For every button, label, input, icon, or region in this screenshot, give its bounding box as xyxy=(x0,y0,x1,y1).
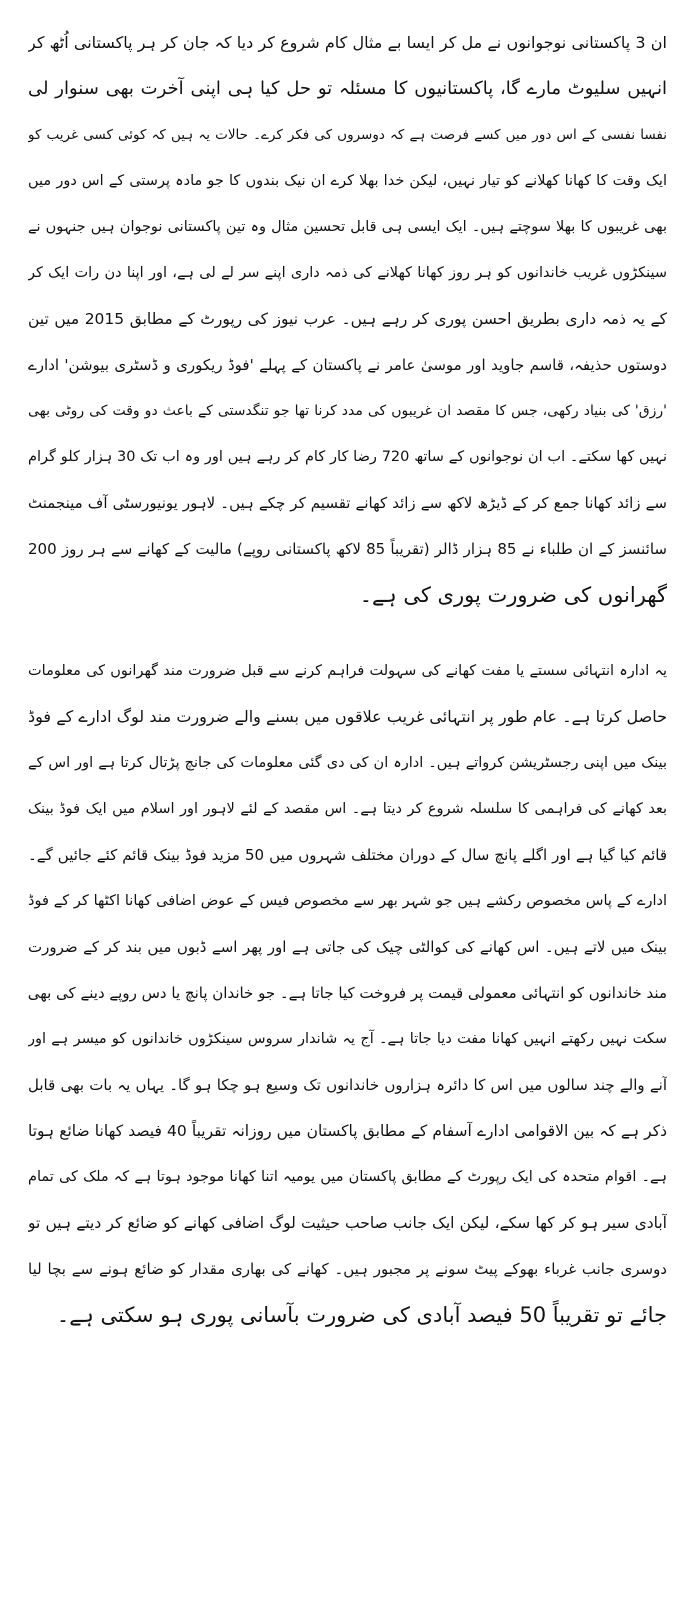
text-line: ہے۔ اقوام متحدہ کی ایک رپورٹ کے مطابق پاکستان میں یومیہ اتنا کھانا موجود ہوتا ہے کہ ملک کی تمام xyxy=(28,1169,667,1185)
text-line: بھی غریبوں کا بھلا سوچتے ہیں۔ ایک ایسی ہی قابل تحسین مثال وہ تین پاکستانی نوجوان ہیں جنہوں نے xyxy=(28,219,667,235)
text-line: 'رزق' کی بنیاد رکھی، جس کا مقصد ان غریبوں کی مدد کرنا تھا جو تنگدستی کے باعث دو وقت کی روٹی بھی xyxy=(28,403,667,419)
text-line: حاصل کرتا ہے۔ عام طور پر انتہائی غریب علاقوں میں بسنے والے ضرورت مند لوگ ادارے کے فوڈ xyxy=(28,707,667,726)
text-line: نفسا نفسی کے اس دور میں کسے فرصت ہے کہ دوسروں کی فکر کرے۔ حالات یہ ہیں کہ کوئی کسی غریب کو xyxy=(28,127,667,143)
text-line: سکت نہیں رکھتے انہیں کھانا مفت دیا جاتا ہے۔ آج یہ شاندار سروس سینکڑوں خاندانوں کو میسر ہے اور xyxy=(28,1031,667,1047)
text-line: آبادی سیر ہو کر کھا سکے، لیکن ایک جانب صاحب حیثیت لوگ اضافی کھانے کو ضائع کر دیتے ہیں تو xyxy=(28,1214,667,1232)
text-line: کے یہ ذمہ داری بطریق احسن پوری کر رہے ہیں۔ عرب نیوز کی رپورٹ کے مطابق 2015 میں تین xyxy=(28,310,667,328)
text-line: سے زائد کھانا جمع کر کے ڈیڑھ لاکھ سے زائد کھانے تقسیم کر چکے ہیں۔ لاہور یونیورسٹی آف مینجمنٹ xyxy=(28,494,667,512)
text-line: ایک وقت کا کھانا کھلانے کو تیار نہیں، لیکن خدا بھلا کرے ان نیک بندوں کا جو مادہ پرستی کے اس دور میں xyxy=(28,173,667,189)
text-line: ذکر ہے کہ بین الاقوامی ادارے آسفام کے مطابق پاکستان میں روزانہ تقریباً 40 فیصد کھانا ضائع ہوتا xyxy=(28,1122,667,1140)
text-line: ادارے کے پاس مخصوص رکشے ہیں جو شہر بھر سے مخصوص فیس کے عوض اضافی کھانا اکٹھا کر کے فوڈ xyxy=(28,893,667,909)
text-line: نہیں کھا سکتے۔ اب ان نوجوانوں کے ساتھ 720 رضا کار کام کر رہے ہیں اور وہ اب تک 30 ہزار کلو گرام xyxy=(28,449,667,465)
text-line: دوستوں حذیفہ، قاسم جاوید اور موسیٰ عامر نے پاکستان کے پہلے 'فوڈ ریکوری و ڈسٹری بیوشن' ادارے xyxy=(28,356,667,374)
article-paragraph xyxy=(28,0,667,618)
text-line: آنے والے چند سالوں میں اس کا دائرہ ہزاروں خاندانوں تک وسیع ہو چکا ہو گا۔ یہاں یہ بات بھی قابل xyxy=(28,1076,667,1094)
text-line: قائم کیا گیا ہے اور اگلے پانچ سال کے دوران مختلف شہروں میں 50 مزید فوڈ بینک قائم کئے جائیں گے۔ xyxy=(28,846,667,864)
text-line: سائنسز کے ان طلباء نے 85 ہزار ڈالر (تقریباً 85 لاکھ پاکستانی روپے) مالیت کے کھانے سے ہر روز 200 xyxy=(28,540,667,558)
text-line: دوسری جانب غرباء بھوکے پیٹ سونے پر مجبور ہیں۔ کھانے کی بھاری مقدار کو ضائع ہونے سے بچا لیا xyxy=(28,1260,667,1278)
text-line: بعد کھانے کی فراہمی کا سلسلہ شروع کر دیتا ہے۔ اس مقصد کے لئے لاہور اور اسلام میں ایک فوڈ بینک xyxy=(28,801,667,817)
text-line: بینک میں اپنی رجسٹریشن کرواتے ہیں۔ ادارہ ان کی دی گئی معلومات کی جانچ پڑتال کرتا ہے اور اس کے xyxy=(28,755,667,771)
text-line: مند خاندانوں کو انتہائی معمولی قیمت پر فروخت کیا جاتا ہے۔ جو خاندان پانچ یا دس روپے دینے کی بھی xyxy=(28,984,667,1002)
text-line: ان 3 پاکستانی نوجوانوں نے مل کر ایسا بے مثال کام شروع کر دیا کہ جان کر ہر پاکستانی اُٹھ کر xyxy=(28,33,667,52)
text-line: جائے تو تقریباً 50 فیصد آبادی کی ضرورت بآسانی پوری ہو سکتی ہے۔ xyxy=(56,1303,667,1327)
text-line: سینکڑوں غریب خاندانوں کو ہر روز کھانا کھلانے کی ذمہ داری اپنے سر لے لی ہے، اور اپنا دن رات ایک کر xyxy=(28,265,667,281)
text-line: انہیں سلیوٹ مارے گا، پاکستانیوں کا مسئلہ تو حل کیا ہی اپنی آخرت بھی سنوار لی xyxy=(28,78,667,99)
text-line: گھرانوں کی ضرورت پوری کی ہے۔ xyxy=(359,583,667,607)
text-line: بینک میں لاتے ہیں۔ اس کھانے کی کوالٹی چیک کی جاتی ہے اور پھر اسے ڈبوں میں بند کر کے ضرورت xyxy=(28,938,667,956)
text-line: یہ ادارہ انتہائی سستے یا مفت کھانے کی سہولت فراہم کرنے سے قبل ضرورت مند گھرانوں کی معلومات xyxy=(28,663,667,679)
article-paragraph xyxy=(28,618,667,1338)
